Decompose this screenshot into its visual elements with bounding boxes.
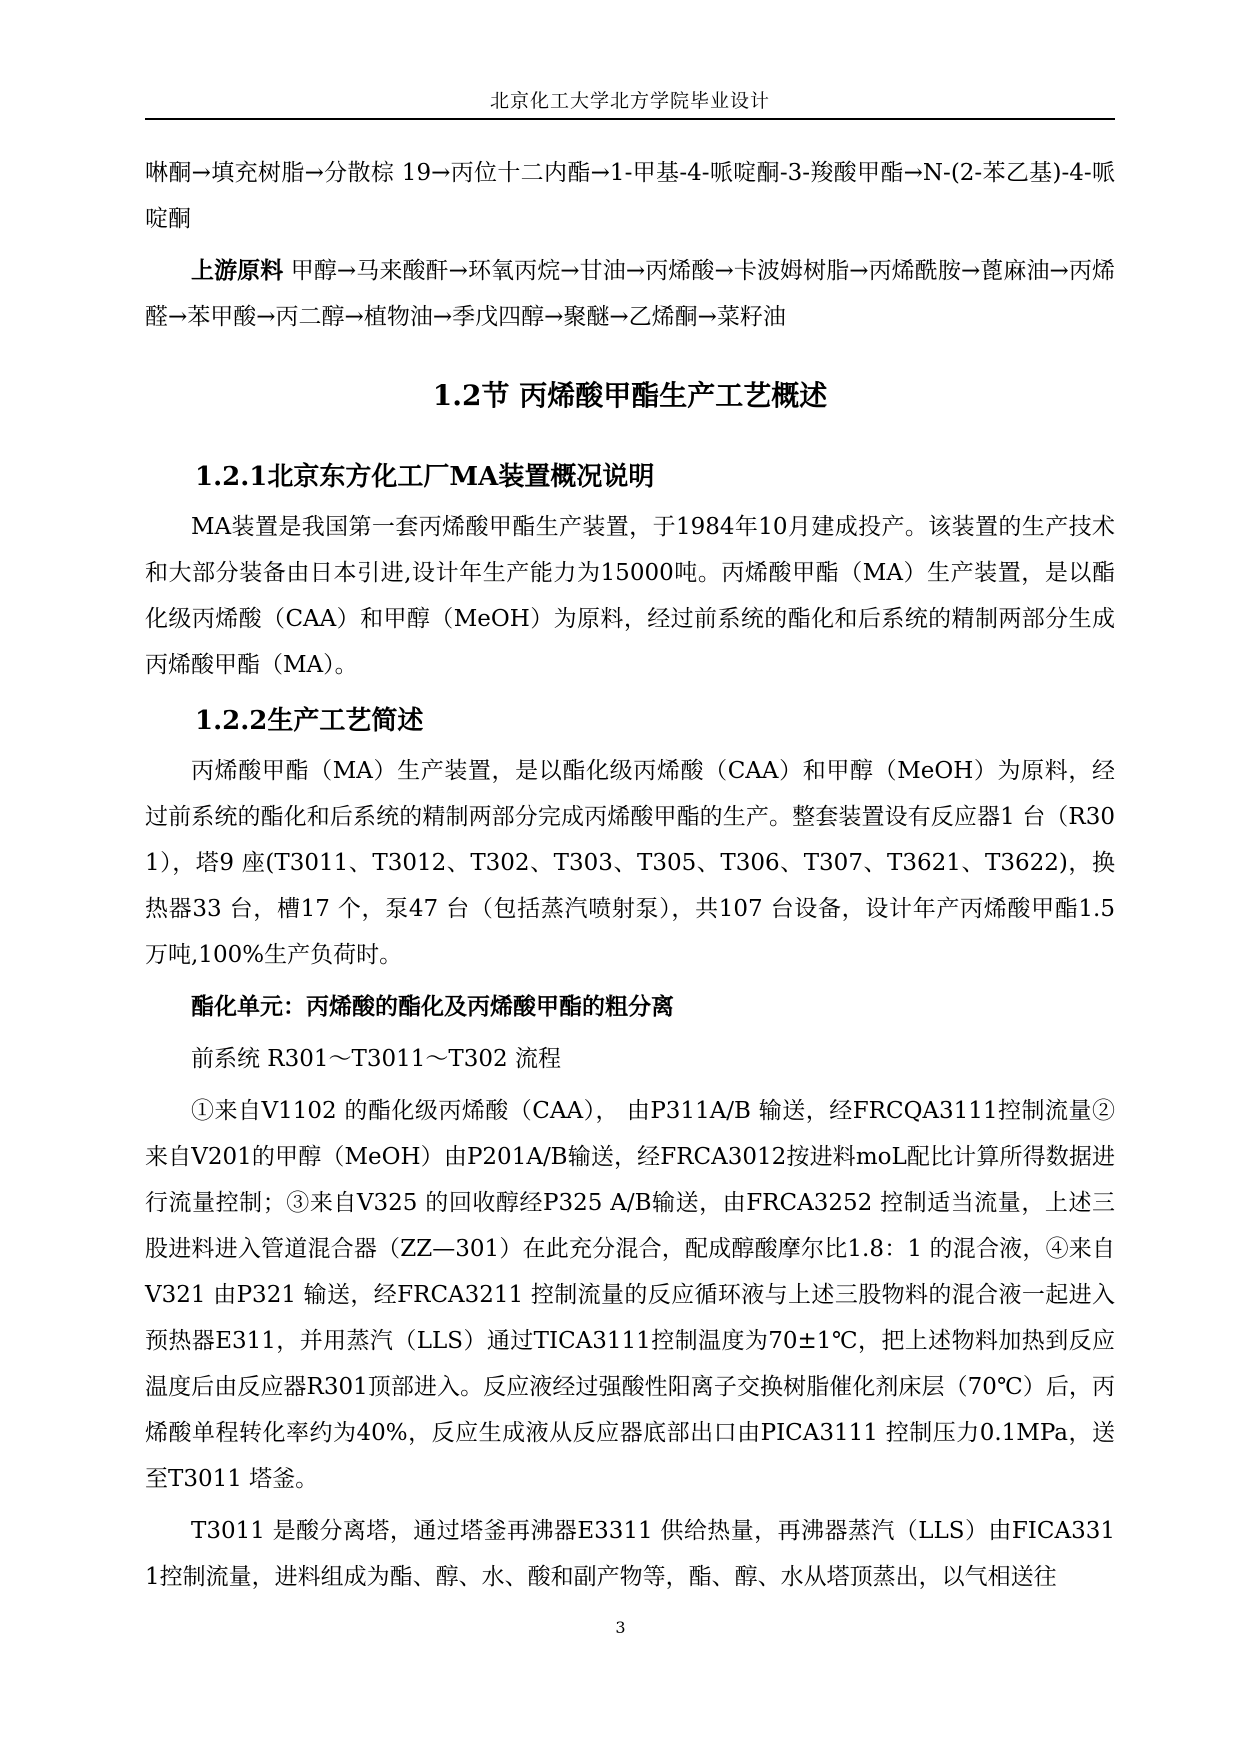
paragraph-t3011: T3011 是酸分离塔，通过塔釜再沸器E3311 供给热量，再沸器蒸汽（LLS）由FICA3311控制流量，进料组成为酯、醇、水、酸和副产物等，酯、醇、水从塔顶蒸出，以气相送往	[145, 1518, 1115, 1590]
paragraph-esterification-unit: 酯化单元：丙烯酸的酯化及丙烯酸甲酯的粗分离	[191, 993, 674, 1020]
section-title: 1.2节 丙烯酸甲酯生产工艺概述	[432, 379, 828, 412]
subsection-heading-1-2-2: 1.2.2生产工艺简述	[195, 706, 424, 736]
subsection-heading-1-2-1: 1.2.1北京东方化工厂MA装置概况说明	[195, 462, 655, 492]
paragraph-front-system: 前系统 R301～T3011～T302 流程	[191, 1046, 561, 1072]
paragraph-downstream-products: 啉酮→填充树脂→分散棕 19→丙位十二内酯→1-甲基-4-哌啶酮-3-羧酸甲酯→N-(2-苯乙基)-4-哌啶酮	[145, 160, 1115, 232]
paragraph-process-summary: 丙烯酸甲酯（MA）生产装置，是以酯化级丙烯酸（CAA）和甲醇（MeOH）为原料，经过前系统的酯化和后系统的精制两部分完成丙烯酸甲酯的生产。整套装置设有反应器1 台（R301），塔9 座(T3011、T3012、T302、T303、T305、T306、T307、T3621、T3622)，换热器33 台，槽17 个，泵47 台（包括蒸汽喷射泵），共107 台设备，设计年产丙烯酸甲酯1.5 万吨,100%生产负荷时。	[145, 758, 1115, 968]
page-number: 3	[615, 1618, 626, 1637]
paragraph-ma-overview: MA装置是我国第一套丙烯酸甲酯生产装置，于1984年10月建成投产。该装置的生产技术和大部分装备由日本引进,设计年生产能力为15000吨。丙烯酸甲酯（MA）生产装置，是以酯化级丙烯酸（CAA）和甲醇（MeOH）为原料，经过前系统的酯化和后系统的精制两部分生成丙烯酸甲酯（MA）。	[145, 514, 1115, 678]
upstream-text: 甲醇→马来酸酐→环氧丙烷→甘油→丙烯酸→卡波姆树脂→丙烯酰胺→蓖麻油→丙烯醛→苯甲酸→丙二醇→植物油→季戊四醇→聚醚→乙烯酮→菜籽油	[145, 258, 1115, 330]
header-divider	[145, 118, 1115, 120]
upstream-label: 上游原料	[191, 257, 284, 284]
paragraph-feed-flow: ①来自V1102 的酯化级丙烯酸（CAA）， 由P311A/B 输送，经FRCQA3111控制流量②来自V201的甲醇（MeOH）由P201A/B输送，经FRCA3012按进料moL配比计算所得数据进行流量控制；③来自V325 的回收醇经P325 A/B输送，由FRCA3252 控制适当流量，上述三股进料进入管道混合器（ZZ—301）在此充分混合，配成醇酸摩尔比1.8：1 的混合液，④来自V321 由P321 输送，经FRCA3211 控制流量的反应循环液与上述三股物料的混合液一起进入预热器E311，并用蒸汽（LLS）通过TICA3111控制温度为70±1℃，把上述物料加热到反应温度后由反应器R301顶部进入。反应液经过强酸性阳离子交换树脂催化剂床层（70℃）后，丙烯酸单程转化率约为40%，反应生成液从反应器底部出口由PICA3111 控制压力0.1MPa，送至T3011 塔釜。	[145, 1098, 1115, 1492]
page-header: 北京化工大学北方学院毕业设计	[489, 90, 770, 112]
document-body	[145, 150, 1115, 1606]
paragraph-upstream-materials	[145, 248, 1115, 340]
